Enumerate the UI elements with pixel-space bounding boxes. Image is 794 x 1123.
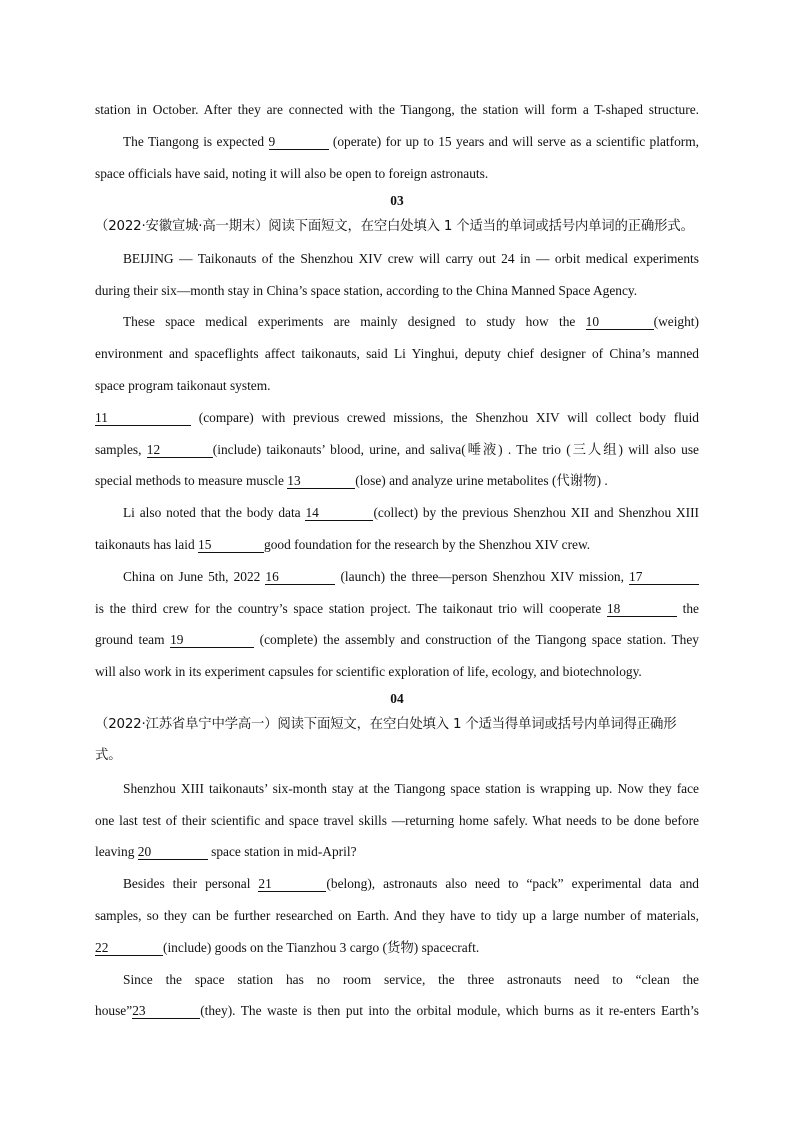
- paragraph-line: Since the space station has no room service, the three astronauts need to “clean the: [123, 972, 699, 987]
- paragraph-line: The Tiangong is expected 9 (operate) for up to 15 years and will serve as a scientific platform,: [123, 134, 700, 149]
- paragraph-line: space program taikonaut system.: [95, 378, 271, 393]
- paragraph-line: space officials have said, noting it will also be open to foreign astronauts.: [95, 166, 489, 181]
- section-number-03: 03: [390, 193, 404, 208]
- blank-18[interactable]: 18: [607, 601, 677, 617]
- paragraph-line: during their six—month stay in China’s space station, according to the China Manned Space Agency.: [95, 283, 638, 298]
- blank-17[interactable]: 17: [629, 569, 699, 585]
- blank-20[interactable]: 20: [138, 844, 208, 860]
- paragraph-line: China on June 5th, 2022 16 (launch) the three—person Shenzhou XIV mission, 17: [123, 568, 699, 586]
- blank-21[interactable]: 21: [258, 876, 326, 892]
- exercise-instructions-04-cont: 式。: [95, 748, 122, 763]
- blank-23[interactable]: 23: [132, 1003, 200, 1019]
- paragraph-line: Besides their personal 21 (belong), astronauts also need to “pack” experimental data and: [123, 876, 699, 891]
- blank-15[interactable]: 15: [198, 537, 264, 553]
- blank-14[interactable]: 14: [305, 505, 373, 521]
- paragraph-line: samples, so they can be further researched on Earth. And they have to tidy up a large number of materials,: [95, 908, 699, 923]
- paragraph-line: station in October. After they are connected with the Tiangong, the station will form a T-shaped structure.: [95, 102, 699, 117]
- blank-11[interactable]: 11: [95, 410, 191, 426]
- paragraph-line: will also work in its experiment capsules for scientific exploration of life, ecology, and biotechnology.: [95, 664, 642, 679]
- paragraph-line: Li also noted that the body data 14 (collect) by the previous Shenzhou XII and Shenzhou XIII: [123, 505, 699, 520]
- paragraph-line: house”23 (they). The waste is then put into the orbital module, which burns as it re-enters Earth’s: [95, 1003, 699, 1018]
- paragraph-line: BEIJING — Taikonauts of the Shenzhou XIV crew will carry out 24 in — orbit medical experiments: [123, 251, 699, 266]
- blank-9[interactable]: 9: [269, 134, 329, 150]
- paragraph-line: 22 (include) goods on the Tianzhou 3 cargo (货物) spacecraft.: [95, 940, 480, 955]
- paragraph-line: special methods to measure muscle 13 (lose) and analyze urine metabolites (代谢物) .: [95, 473, 608, 488]
- paragraph-line: ground team 19 (complete) the assembly and construction of the Tiangong space station. They: [95, 632, 699, 647]
- blank-16[interactable]: 16: [265, 569, 335, 585]
- paragraph-line: 11 (compare) with previous crewed missions, the Shenzhou XIV will collect body fluid: [95, 410, 699, 425]
- paragraph-line: environment and spaceflights affect taikonauts, said Li Yinghui, deputy chief designer of China’s manned: [95, 346, 699, 361]
- paragraph-line: is the third crew for the country’s space station project. The taikonaut trio will cooperate 18 the: [95, 601, 699, 616]
- blank-22[interactable]: 22: [95, 940, 163, 956]
- section-number-04: 04: [390, 691, 404, 706]
- paragraph-line: one last test of their scientific and space travel skills —returning home safely. What needs to be done before: [95, 813, 699, 828]
- paragraph-line: Shenzhou XIII taikonauts’ six-month stay at the Tiangong space station is wrapping up. Now they face: [123, 781, 699, 796]
- paragraph-line: leaving 20 space station in mid-April?: [95, 844, 357, 859]
- paragraph-line: samples, 12 (include) taikonauts’ blood, urine, and saliva(唾液) . The trio (三人组) will also use: [95, 442, 699, 457]
- exercise-instructions-04: （2022·江苏省阜宁中学高一）阅读下面短文，在空白处填入 1 个适当得单词或括号内单词得正确形: [95, 717, 677, 732]
- blank-12[interactable]: 12: [147, 442, 213, 458]
- exercise-instructions-03: （2022·安徽宣城·高一期末）阅读下面短文，在空白处填入 1 个适当的单词或括号内单词的正确形式。: [95, 219, 694, 234]
- blank-19[interactable]: 19: [170, 632, 254, 648]
- paragraph-line: taikonauts has laid 15 good foundation for the research by the Shenzhou XIV crew.: [95, 537, 591, 552]
- blank-13[interactable]: 13: [287, 473, 355, 489]
- paragraph-line: These space medical experiments are mainly designed to study how the 10 (weight): [123, 314, 699, 329]
- blank-10[interactable]: 10: [586, 314, 654, 330]
